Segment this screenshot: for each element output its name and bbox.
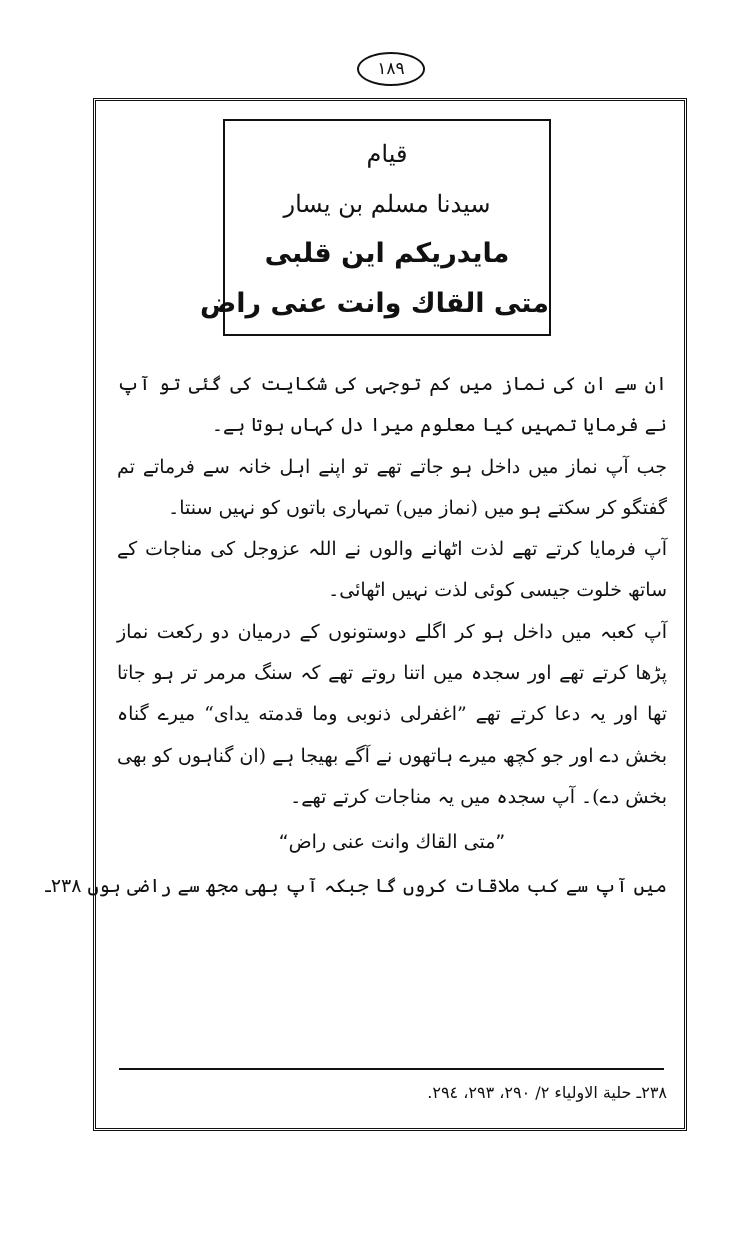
body-text [117, 364, 667, 818]
page-number: ۱۸۹ [357, 52, 425, 86]
chapter-title-box [199, 119, 551, 336]
arabic-saying-2: متى القاك وانت عنى راض [199, 288, 549, 319]
paragraph-3: آپ فرمایا کرتے تھے لذت اٹھانے والوں نے اللہ عزوجل کی مناجات کے ساتھ خلوت جیسی کوئی لذت نہیں اٹھائی۔ [117, 538, 667, 602]
footnote: ۲۳۸ـ حلية الاولياء ۲/ ۲۹۰، ۲۹۳، ۲۹٤. [427, 1083, 667, 1102]
paragraph-1: ان سے ان کی نماز میں کم توجہی کی شکایت کی گئی تو آپ نے فرمایا تمہیں کیا معلوم میرا دل کہاں ہوتا ہے۔ [117, 373, 667, 437]
closing-line: میں آپ سے کب ملاقات کروں گا جبکہ آپ بھی مجھ سے راضی ہوں ۲۳۸ـ [45, 875, 667, 897]
chapter-heading: قیام [366, 140, 408, 168]
arabic-saying-1: مايدريكم اين قلبى [264, 238, 510, 269]
saint-name: سیدنا مسلم بن یسار [283, 190, 491, 218]
footnote-divider [119, 1068, 664, 1070]
arabic-quote: ”متى القاك وانت عنى راض“ [278, 831, 506, 853]
paragraph-2: جب آپ نماز میں داخل ہو جاتے تھے تو اپنے اہل خانہ سے فرماتے تم گفتگو کر سکتے ہو میں (نماز میں) تمہاری باتوں کو نہیں سنتا۔ [117, 455, 667, 519]
paragraph-4: آپ کعبہ میں داخل ہو کر اگلے دوستونوں کے درمیان دو رکعت نماز پڑھا کرتے تھے اور سجدہ میں اتنا روتے تھے کہ سنگ مرمر تر ہو جاتا تھا اور یہ دعا کرتے تھے ”اغفرلی ذنوبی وما قدمته یداى“ میرے گناہ بخش دے اور جو کچھ میرے ہاتھوں نے آگے بھیجا ہے (ان گناہوں کو بھی بخش دے)۔ آپ سجدہ میں یہ مناجات کرتے تھے۔ [117, 620, 667, 808]
